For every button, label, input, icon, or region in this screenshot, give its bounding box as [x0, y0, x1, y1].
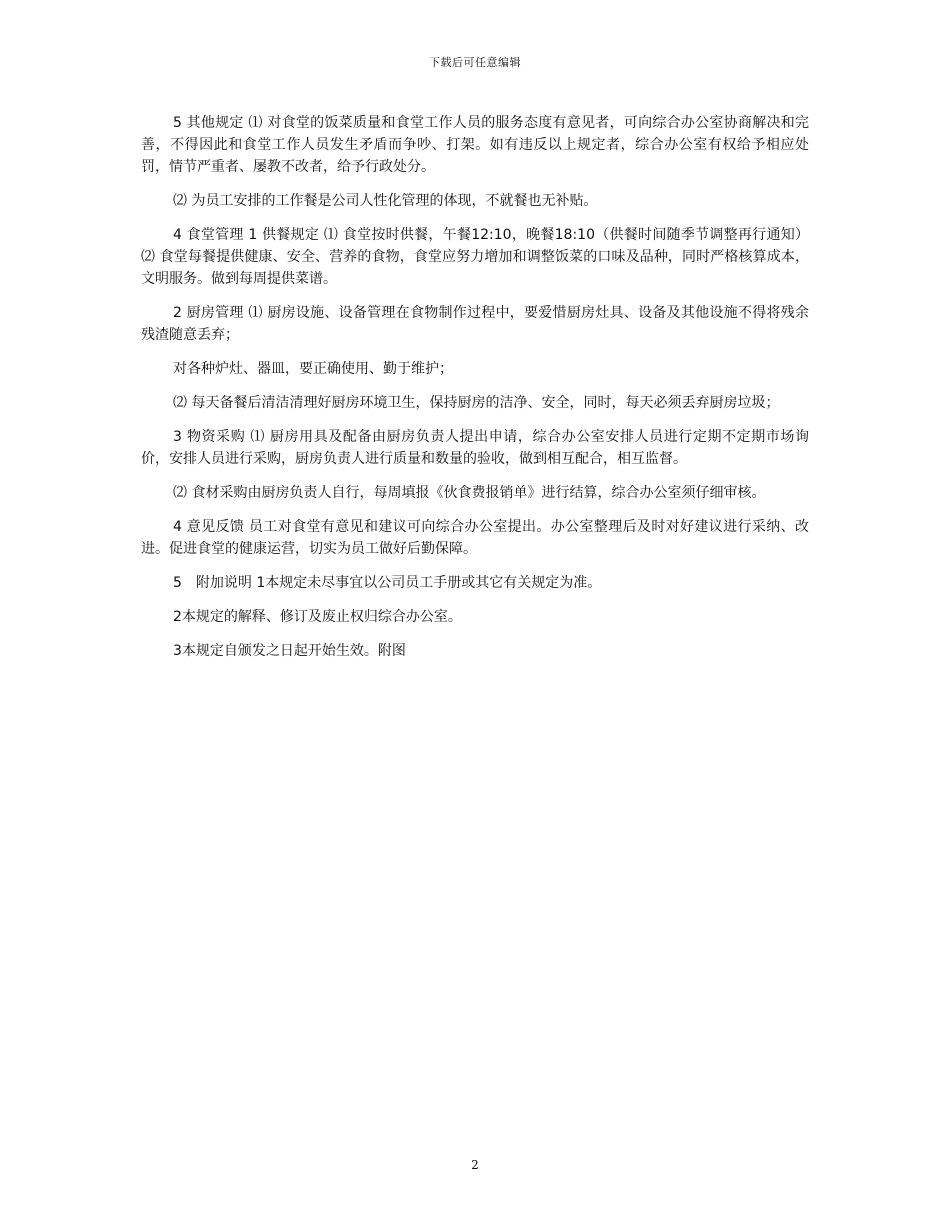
paragraph-food-purchasing: ⑵ 食材采购由厨房负责人自行，每周填报《伙食费报销单》进行结算，综合办公室须仔细审核。: [173, 485, 766, 501]
paragraph-other-rules: 5 其他规定 ⑴ 对食堂的饭菜质量和食堂工作人员的服务态度有意见者，可向综合办公室协商解决和完善，不得因此和食堂工作人员发生矛盾而争吵、打架。如有违反以上规定者，综合办公室有权给予相应处罚，情节严重者、屡教不改者，给予行政处分。: [141, 115, 809, 175]
paragraph-effective-date: 3本规定自颁发之日起开始生效。附图: [173, 643, 406, 659]
page-number: 2: [471, 1158, 479, 1172]
paragraph-feedback: 4 意见反馈 员工对食堂有意见和建议可向综合办公室提出。办公室整理后及时对好建议进行采纳、改进。促进食堂的健康运营，切实为员工做好后勤保障。: [141, 519, 809, 557]
page-header: 下载后可任意编辑: [429, 56, 521, 69]
paragraph-kitchen-management: 2 厨房管理 ⑴ 厨房设施、设备管理在食物制作过程中，要爱惜厨房灶具、设备及其他设施不得将残余残渣随意丢弃；: [141, 305, 809, 343]
paragraph-interpretation: 2本规定的解释、修订及废止权归综合办公室。: [173, 609, 462, 625]
paragraph-work-meal: ⑵ 为员工安排的工作餐是公司人性化管理的体现，不就餐也无补贴。: [173, 193, 598, 209]
paragraph-stove-maintenance: 对各种炉灶、器皿，要正确使用、勤于维护；: [173, 361, 453, 377]
document-body: [141, 112, 809, 674]
paragraph-additional-notes: 5 附加说明 1本规定未尽事宜以公司员工手册或其它有关规定为准。: [173, 575, 602, 591]
paragraph-purchasing: 3 物资采购 ⑴ 厨房用具及配备由厨房负责人提出申请，综合办公室安排人员进行定期不定期市场询价，安排人员进行采购，厨房负责人进行质量和数量的验收，做到相互配合，相互监督。: [141, 429, 809, 467]
paragraph-canteen-management: 4 食堂管理 1 供餐规定 ⑴ 食堂按时供餐，午餐12:10，晚餐18:10（供餐时间随季节调整再行通知） ⑵ 食堂每餐提供健康、安全、营养的食物，食堂应努力增加和调整饭菜的口味及品种，同时严格核算成本，文明服务。做到每周提供菜谱。: [141, 227, 809, 287]
paragraph-kitchen-cleaning: ⑵ 每天备餐后清洁清理好厨房环境卫生，保持厨房的洁净、安全，同时，每天必须丢弃厨房垃圾；: [173, 395, 780, 411]
